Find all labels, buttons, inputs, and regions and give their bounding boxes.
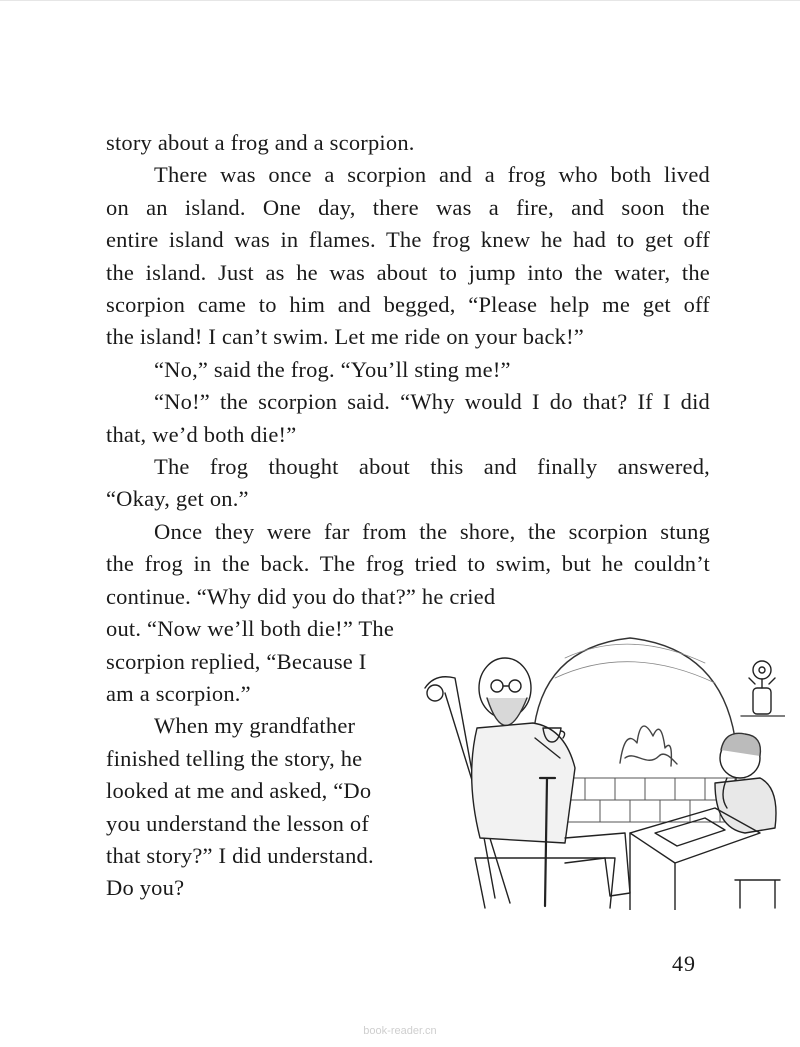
text-line: am a scorpion.” bbox=[106, 680, 251, 706]
text-line: that story?” I did understand. bbox=[106, 842, 374, 868]
text-line: Once they were far from the shore, the scorpion stung bbox=[154, 518, 710, 544]
stool-icon bbox=[735, 880, 780, 908]
grandfather-figure bbox=[472, 658, 630, 906]
text-line: “No!” the scorpion said. “Why would I do that? If I did bbox=[154, 389, 710, 415]
text-line: “Okay, get on.” bbox=[106, 486, 249, 512]
text-line: scorpion came to him and begged, “Please help me get off bbox=[106, 292, 710, 318]
text-line: continue. “Why did you do that?” he cried bbox=[106, 583, 496, 609]
text-line: scorpion replied, “Because I bbox=[106, 648, 367, 674]
text-line: finished telling the story, he bbox=[106, 745, 363, 771]
text-line: The frog thought about this and finally answered, bbox=[154, 454, 710, 480]
text-line: “No,” said the frog. “You’ll sting me!” bbox=[154, 356, 511, 382]
page-number: 49 bbox=[672, 951, 696, 976]
fireplace-hood-hatching bbox=[555, 644, 715, 683]
text-line: the frog in the back. The frog tried to swim, but he couldn’t bbox=[106, 551, 710, 577]
text-line: entire island was in flames. The frog knew he had to get off bbox=[106, 227, 710, 253]
page-top-edge bbox=[0, 0, 800, 1]
text-line: you understand the lesson of bbox=[106, 810, 370, 836]
text-line: that, we’d both die!” bbox=[106, 421, 297, 447]
text-line: When my grandfather bbox=[154, 713, 356, 739]
flower-vase-icon bbox=[741, 661, 785, 716]
text-line: looked at me and asked, “Do bbox=[106, 778, 372, 804]
text-line: story about a frog and a scorpion. bbox=[106, 130, 415, 155]
illustration-grandfather-and-child bbox=[415, 618, 785, 910]
text-line: Do you? bbox=[106, 875, 185, 901]
text-line: the island! I can’t swim. Let me ride on your back!” bbox=[106, 324, 584, 350]
watermark: book-reader.cn bbox=[363, 1025, 437, 1037]
text-line: There was once a scorpion and a frog who both lived bbox=[154, 162, 710, 188]
text-line: the island. Just as he was about to jump into the water, the bbox=[106, 259, 710, 285]
fire-icon bbox=[620, 726, 677, 766]
text-line: out. “Now we’ll both die!” The bbox=[106, 616, 395, 642]
child-figure bbox=[715, 733, 776, 833]
text-line: on an island. One day, there was a fire, and soon the bbox=[106, 194, 710, 220]
